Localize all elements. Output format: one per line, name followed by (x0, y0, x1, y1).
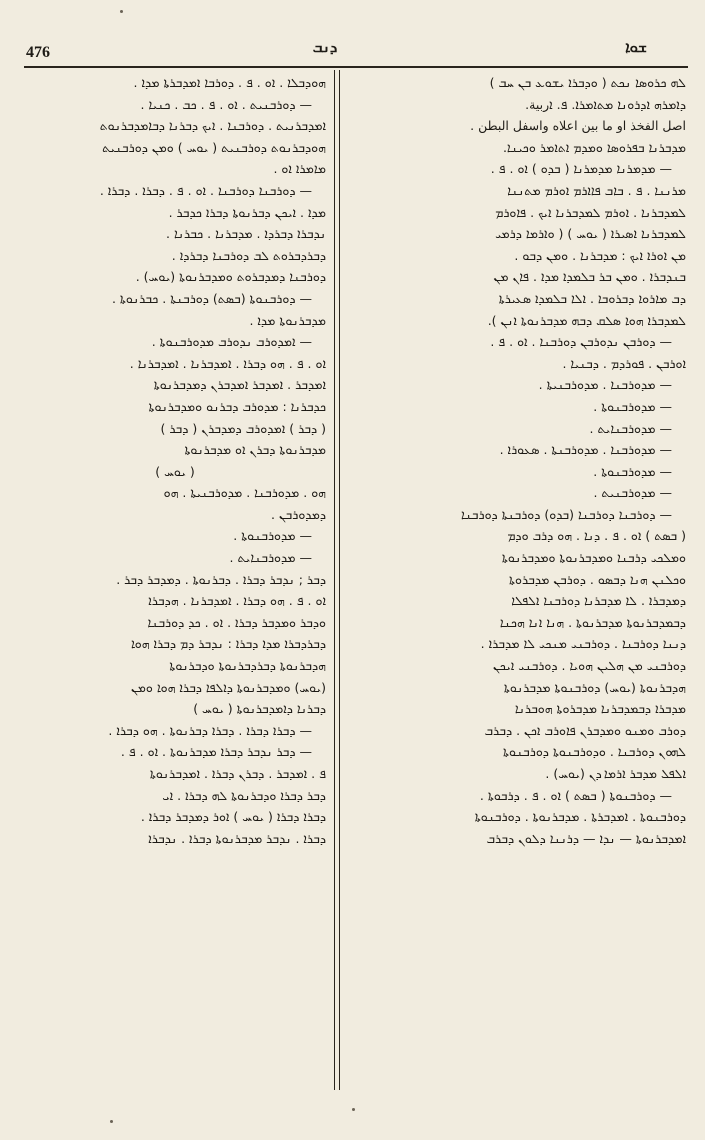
entry-line: — ܡܕܘܪܒܢܐ . ܡܕܘܪܒܢܬܐ . ܣܥܘܪܐ . (499, 442, 672, 458)
entry-line: ܡܕܒܪܐ ܕܒܡܕܒܪܢܐ ܡܕܒܪܘܬܐ ܗܘܒܪܢܐ (514, 701, 686, 717)
entry-line: — ܕܒܪ ܢܕܒܪ ܕܒܪܐ ܡܕܒܪܢܘܬܐ . ܐܘ . ܦ . (120, 744, 312, 760)
column-divider (334, 70, 335, 1090)
entry-line: ܕܒܪ ܕܒܪܐ ܘܕܒܪܢܘܬܐ ܠܗ ܕܒܪܐ . ܐܝ (162, 787, 326, 803)
entry-line: ܡܪܢܢܐ . ܦ . ܒܐܒ ܦܐܐܪܡ ܐܘܪܡ ܡܬܢܢܐ (507, 182, 686, 198)
entry-line: ܐܘܪܒܢ . ܦܘܪܕܡ . ܕܒܢܝܐ . (562, 355, 686, 371)
entry-line: ܗܕܒܪܢܘܬܐ ܕܒܪܕܒܪܢܘܬܐ ܘܕܒܪܢܘܬܐ (169, 658, 326, 674)
entry-line: — ܡܕܘܪܒܢܘܬܐ . (233, 528, 312, 544)
entry-line: ( ܝܘܚ ) (155, 463, 195, 479)
entry-line: ܕܒܪ ; ܢܕܒܪ ܕܒܪܐ . ܕܒܪܢܘܬܐ . ܕܡܕܒܪ ܕܒܪ . (116, 571, 326, 587)
entry-line: ܕܘܪܒܢܐ ܕܡܕܒܪܘܬ ܘܡܕܒܪܢܘܬܐ (ܝܘܚ) . (135, 269, 326, 285)
entry-line: — ܡܕܘܪܒܢܝܬ . (593, 485, 672, 501)
entry-line: ܡܕܒܪܢܐ ܒܦܪܘܣܐ ܘܡܕܡ ܐܬܐܡܪ ܘܟܝܢܐ. (502, 139, 686, 155)
entry-line: — ܐܡܕܘܪܒ ܢܕܘܪܒ ܡܕܘܪܒܢܘܬܐ . (151, 334, 312, 350)
entry-line: ܕܒܪܕܒܪܘܬ ܠܒ ܕܘܪܒܢܐ ܕܒܪܕܐ . (171, 247, 326, 263)
entry-line: ܕܒܡܕܒܪܢܘܬܐ ܡܕܒܪܢܘܬܐ . ܗܢܐ ܐܢܐ ܗܟܢܐ (499, 614, 686, 630)
entry-line: ܡܐܡܪܐ ܐܘ . (273, 161, 326, 177)
entry-line: ܠܡܕܒܪܢܐ . ܐܘܪܡ ܠܡܕܒܪܢܐ ܐܝܟ . ܦܐܘܪܡ (495, 204, 686, 220)
entry-line: ܕܢܢܐ ܕܘܪܒܢܐ . ܕܘܪܒܢܝ ܡܢܟܝ ܠܐ ܡܕܒܪܐ . (480, 636, 686, 652)
entry-line: — ܕܘܪܒܢܝܬ . ܐܘ . ܦ . ܟܒ . ܟܢܝܐ . (140, 96, 312, 112)
entry-line: ܕܘܪܒ ܘܡܢܘ ܘܡܕܒܪܢ ܦܐܘܪܒ ܐܟܢ . ܕܒܪܒ (484, 722, 686, 738)
entry-line: ܒܢܕܒܪܐ . ܘܡܢ ܒܪ ܒܠܡܕܐ ܡܕܐ . ܦܐܢ ܡܢ (493, 269, 686, 285)
entry-line: ܐܘ . ܦ . ܗܘ ܕܒܪܐ . ܐܡܕܒܪܢܐ . ܗܕܒܪܐ (148, 593, 326, 609)
entry-line: ܠܡܕܒܪܐ ܗܘܐ ܣܠܩ ܕܒܗ ܡܕܒܪܢܘܬܐ ܐܢܢ ). (487, 312, 686, 328)
entry-line: اصل الفخذ او ما بين اعلاه واسفل البطن . (470, 118, 686, 134)
entry-line: ܠܗ ܟܪܘܣܐ ܢܟܬ ( ܘܕܒܪܐ ܝܫܘܥ ܒܢ ܚܒ ) (489, 75, 686, 90)
paper-speck (110, 1120, 113, 1123)
entry-line: ܡܕܐ . ܐܝܟܢ ܕܒܪܢܘܬܐ ܕܒܪܐ ܟܕܒܪ . (168, 204, 326, 220)
paper-speck (120, 10, 123, 13)
entry-line: ( ܕܒܪ ) ܐܡܕܘܪܒ ܕܡܕܒܪܢ ( ܕܒܪ ) (160, 420, 326, 436)
entry-line: ܘܕܒܪ ܘܡܕܒܪ ܕܒܪܐ . ܐܘ . ܟܕ ܕܘܪܒܢܐ (147, 614, 326, 630)
entry-line: ܠܗܘܢ ܕܘܪܒܢܐ . ܘܕܘܪܒܢܘܬܐ ܕܘܪܒܢܘܬܐ (503, 744, 686, 760)
entry-line: — ܡܕܘܪܒܢܐܝܬ . (229, 550, 312, 566)
entry-line: — ܡܕܡܪܢܐ ܡܕܡܪܢܐ ( ܒܕܘ ) ܐܘ . ܦ . (490, 161, 672, 177)
entry-line: ܡܕܒܪܢܘܬܐ ܕܒܪܢ ܐܘ ܡܕܒܪܢܘܬܐ (184, 442, 326, 458)
entry-line: — ܕܘܪܒܢܘܬܐ (ܒܣܬ) ܕܘܪܒܢܬܐ . ܟܒܪܢܘܬܐ . (111, 290, 312, 306)
entry-line: — ܡܕܘܪܒܢܘܬܐ . (593, 398, 672, 414)
entry-line: ܕܒܪܢܐ ܕܐܡܕܒܪܢܘܬܐ ( ܝܘܚ ) (193, 701, 326, 717)
entry-line: ܟܕܒܪܢܐ : ܡܕܘܪܒ ܕܒܪܢܘ ܘܡܕܒܪܢܘܬܐ (148, 398, 326, 414)
entry-line: ܗܘܕܒܪܢܘܬ ܕܘܪܒܢܝܬ ( ܝܘܚ ) ܘܡܢ ܕܘܪܒܢܝܬ (102, 139, 326, 155)
paper-speck (352, 1108, 355, 1111)
left-column (24, 72, 326, 1102)
entry-line: ܕܒܪܐ . ܢܕܒܪ ܡܕܒܪܢܘܬܐ ܕܒܪܐ . ܢܕܒܪܐ (148, 830, 326, 846)
entry-line: ܡܢ ܐܘܪܐ ܐܝܟ : ܡܕܒܪܢܐ . ܘܡܢ ܕܒܘ . (514, 247, 686, 263)
entry-line: ܕܐܡܪܗ ܐܕܪܘܢܐ ܡܬܐܡܪܐ. ܦ. ܐربية. (525, 96, 686, 112)
entry-line: ܕܡܕܘܪܒܢ . (271, 506, 326, 522)
entry-line: ܐܘ . ܦ . ܗܘ ܕܒܪܐ . ܐܡܕܒܪܢܐ . ܐܡܕܒܪܢܐ . (129, 355, 326, 371)
entry-line: — ܕܒܪܐ ܕܒܪܐ . ܕܒܪܐ ܕܒܪܢܘܬܐ . ܗܘ ܕܒܪܐ . (108, 722, 312, 738)
entry-line: ܐܡܕܒܪܢܝܬ . ܕܘܪܒܢܐ . ܐܝܟ ܕܒܪܢܐ ܕܒܐܡܕܒܪܢܘܬ (99, 118, 326, 134)
entry-line: ܦ . ܐܡܕܒܪ . ܕܒܪܢ ܕܒܪܐ . ܐܡܕܒܪܢܘܬܐ (149, 766, 326, 781)
entry-line: ܐܡܕܒܪܢܘܬܐ — ܢܕܐ — ܕܪܢܢܐ ܕܠܘܢ ܕܒܪܒ (486, 830, 686, 846)
running-head-right: ܫܘܐ (625, 38, 647, 56)
entry-line: — ܕܘܪܒܢܐ ܕܘܪܒܢܐ . ܐܘ . ܦ . ܕܒܪܐ . ܕܒܪܐ . (99, 182, 312, 198)
entry-line: ܗܘܕܒܠܐ . ܐܘ . ܦ . ܕܘܪܒܐ ܐܡܕܒܪܬܐ ܡܕܐ . (133, 75, 326, 90)
page-number: 476 (26, 44, 50, 61)
entry-line: ܢܕܒܪܐ ܕܒܪܕܐ . ܡܕܒܪܢܐ . ܟܒܪܢܐ . (166, 226, 326, 242)
entry-line: ܕܒܪܐ ܕܒܪܐ ( ܝܘܚ ) ܐܘܪ ܕܡܕܒܪ ܕܒܪܐ . (140, 809, 326, 825)
entry-line: — ܕܘܪܒܢܘܬܐ ( ܒܣܬ ) ܐܘ . ܦ . ܕܪܒܘܬܐ . (479, 787, 672, 803)
column-divider-inner (339, 70, 340, 1090)
entry-line: ܘܟܠܢܢ ܗܢܐ ܕܒܣܘ . ܕܘܪܒܢ ܡܕܒܪܘܬܐ (509, 571, 686, 587)
entry-line: (ܝܘܚ) ܘܡܕܒܪܢܘܬܐ ܕܐܠܦܐ ܕܒܪܐ ܗܘܐ ܘܡܢ (130, 679, 326, 695)
entry-line: ܕܒܪܕܒܪܐ ܡܕܐ ܕܒܪܐ : ܢܕܒܪ ܕܡ ܕܒܪܐ ܗܘܐ (130, 636, 326, 652)
entry-line: ܕܒ ܡܐܪܘܐ ܕܒܪܘܒܐ . ܐܠܐ ܒܠܡܕܐ ܣܥܝܪܬܐ (498, 290, 686, 306)
entry-line: ܕܡܕܒܪܐ . ܠܐ ܡܕܒܪܢܐ ܕܘܪܒܢܐ ܐܠܦܠܐ (511, 593, 686, 609)
entry-line: ܕܘܪܒܢܝ ܡܢ ܗܠܝܢ ܗܘܝܐ . ܕܘܪܒܢܝ ܐܝܟܢ (492, 658, 686, 674)
entry-line: — ܡܕܘܪܒܢܐܝܬ . (589, 420, 672, 436)
running-head-center: ܕܢܒ (312, 38, 338, 56)
entry-line: — ܕܘܪܒܢ ܢܕܘܪܒܢ ܕܘܪܒܢܐ . ܐܘ . ܦ . (490, 334, 672, 350)
entry-line: — ܡܕܘܪܒܢܐ . ܡܕܘܪܒܢܝܬܐ . (538, 377, 672, 393)
entry-line: ܐܡܕܒܪ . ܐܡܕܒܪ ܐܡܕܒܪܢ ܕܡܕܒܪܢܘܬܐ (153, 377, 326, 393)
entry-line: ܗܘ . ܡܕܘܪܒܢܐ . ܡܕܘܪܒܢܝܬܐ . ܗܘ (163, 485, 326, 501)
entry-line: ܠܡܕܒܪܢܐ ܐܣܝܪܐ ( ܝܘܚ ) ( ܘܐܪܡܐ ܕܪܡܝ (495, 226, 686, 242)
entry-line: ܘܡܠܟܝ ܕܪܒܢܐ ܘܡܕܒܪܢܘܬܐ ܘܡܕܒܪܢܘܬܐ (501, 550, 686, 566)
entry-line: — ܡܕܘܪܒܢܘܬܐ . (593, 463, 672, 479)
right-column (344, 72, 686, 1102)
entry-line: ܗܕܒܪܢܘܬܐ (ܝܘܚ) ܕܘܪܒܢܘܬܐ ܡܕܒܪܢܘܬܐ (503, 679, 686, 695)
entry-line: ܕܘܪܒܢܘܬܐ . ܐܡܕܒܪܬܐ . ܡܕܒܪܢܘܬܐ . ܕܘܪܒܢܘܬܐ (474, 809, 686, 825)
entry-line: ( ܒܣܬ ) ܐܘ . ܦ . ܕܢܐ . ܗܘ ܕܪܒ ܘܕܡ (507, 528, 686, 544)
header-rule (24, 66, 688, 68)
entry-line: ܡܕܒܪܢܘܬܐ ܡܕܐ . (249, 312, 326, 328)
entry-line: — ܕܘܪܒܢܐ ܕܘܪܒܢܐ (ܒܕܘ) ܕܘܪܒܢܬܐ ܕܘܪܒܢܐ (460, 506, 672, 522)
entry-line: ܐܠܦܠ ܡܕܒܪ ܐܪܡܐ ܕܢ (ܝܘܚ) . (545, 766, 686, 781)
